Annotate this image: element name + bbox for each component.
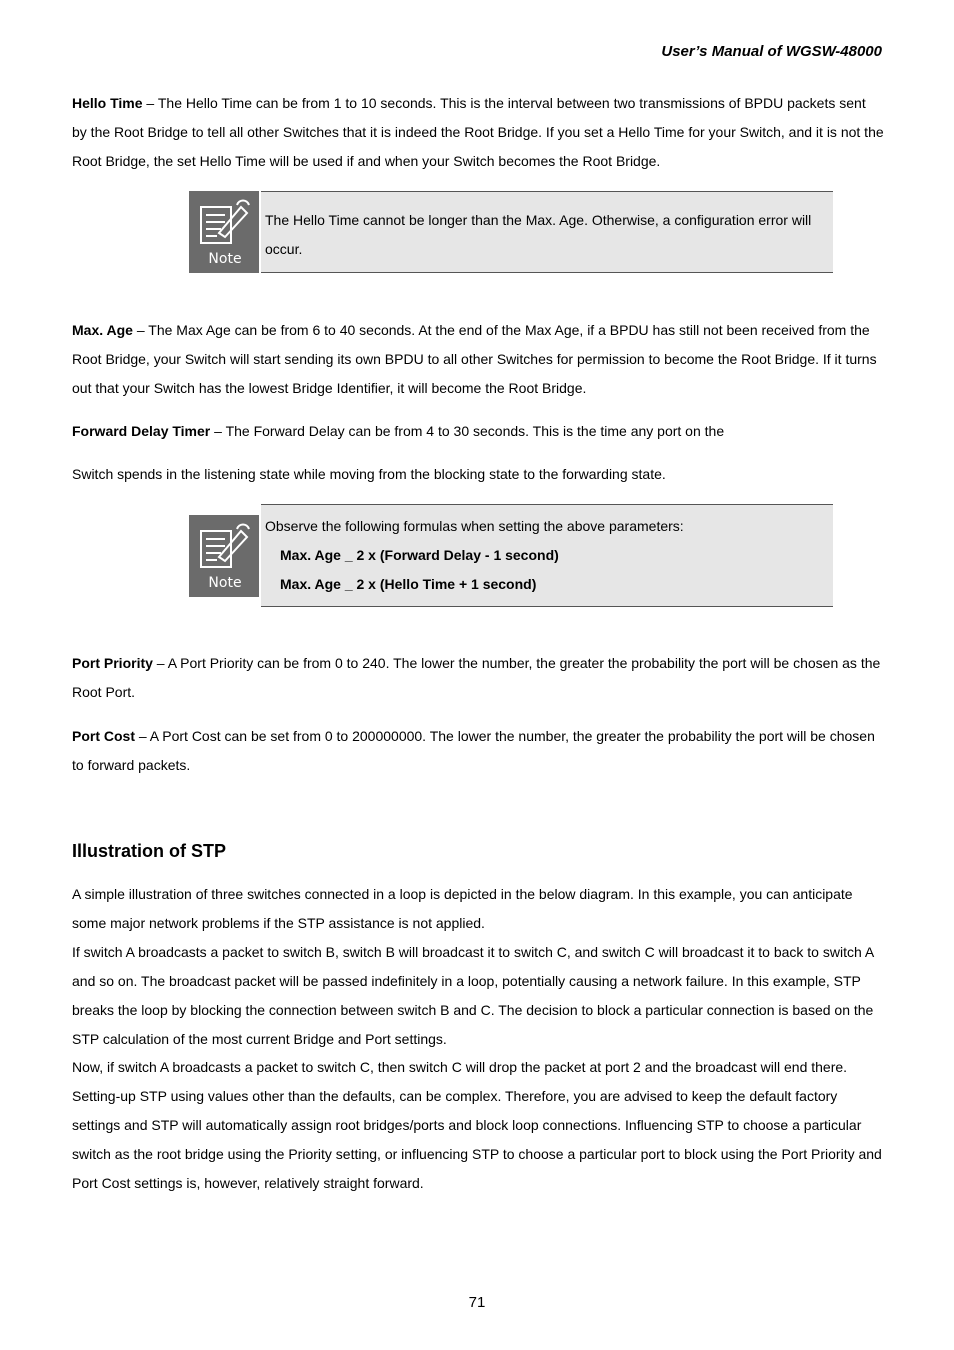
note-box-formulas bbox=[189, 504, 833, 607]
max-age-paragraph bbox=[72, 316, 884, 403]
note-box-hello-time bbox=[189, 191, 833, 273]
note-intro: Observe the following formulas when setting the above parameters: bbox=[265, 518, 684, 534]
max-age-text: – The Max Age can be from 6 to 40 seconds. At the end of the Max Age, if a BPDU has still not been received from the Root Bridge, your Switch will start sending its own BPDU to all other Switches for permission to become the Root Bridge. If it turns out that your Switch has the lowest Bridge Identifier, it will become the Root Bridge. bbox=[72, 322, 877, 396]
formula-forward-delay: Max. Age _ 2 x (Forward Delay - 1 second) bbox=[280, 547, 559, 563]
port-cost-term: Port Cost bbox=[72, 728, 135, 744]
forward-delay-text: – The Forward Delay can be from 4 to 30 seconds. This is the time any port on the bbox=[210, 423, 725, 439]
max-age-term: Max. Age bbox=[72, 322, 133, 338]
hello-time-paragraph bbox=[72, 89, 884, 176]
note-icon bbox=[189, 191, 259, 273]
formula-hello-time: Max. Age _ 2 x (Hello Time + 1 second) bbox=[280, 576, 537, 592]
stp-paragraph-2: If switch A broadcasts a packet to switch B, switch B will broadcast it to switch C, and switch C will broadcast it to back to switch A and so on. The broadcast packet will be passed indefinitely in a loop, potentially causing a network failure. In this example, STP breaks the loop by blocking the connection between switch B and C. The decision to block a particular connection is based on the STP calculation of the most current Bridge and Port settings. bbox=[72, 944, 874, 1047]
forward-delay-paragraph bbox=[72, 417, 884, 446]
note-icon-label: Note bbox=[208, 575, 242, 591]
stp-paragraph-1: A simple illustration of three switches connected in a loop is depicted in the below diagram. In this example, you can anticipate some major network problems if the STP assistance is not applied. bbox=[72, 886, 853, 931]
section-title: Illustration of STP bbox=[72, 841, 227, 861]
page-header: User’s Manual of WGSW-48000 bbox=[661, 43, 882, 60]
note-text: The Hello Time cannot be longer than the Max. Age. Otherwise, a configuration error will occur. bbox=[265, 212, 812, 257]
port-priority-paragraph bbox=[72, 649, 884, 707]
note-icon-label: Note bbox=[208, 251, 242, 267]
forward-delay-term: Forward Delay Timer bbox=[72, 423, 211, 439]
port-cost-paragraph bbox=[72, 722, 884, 780]
port-priority-text: – A Port Priority can be from 0 to 240. The lower the number, the greater the probability the port will be chosen as the Root Port. bbox=[72, 655, 881, 700]
forward-delay-paragraph-continued: Switch spends in the listening state while moving from the blocking state to the forwarding state. bbox=[72, 466, 666, 482]
port-priority-term: Port Priority bbox=[72, 655, 153, 671]
hello-time-text: – The Hello Time can be from 1 to 10 seconds. This is the interval between two transmissions of BPDU packets sent by the Root Bridge to tell all other Switches that it is indeed the Root Bridge. If you set a Hello Time for your Switch, and it is not the Root Bridge, the set Hello Time will be used if and when your Switch becomes the Root Bridge. bbox=[72, 95, 884, 169]
hello-time-term: Hello Time bbox=[72, 95, 143, 111]
port-cost-text: – A Port Cost can be set from 0 to 200000000. The lower the number, the greater the probability the port will be chosen to forward packets. bbox=[72, 728, 875, 773]
stp-paragraph-3: Now, if switch A broadcasts a packet to switch C, then switch C will drop the packet at port 2 and the broadcast will end there. Setting-up STP using values other than the defaults, can be complex. Therefore, you are advised to keep the default factory settings and STP will automatically assign root bridges/ports and block loop connections. Influencing STP to choose a particular switch as the root bridge using the Priority setting, or influencing STP to choose a particular port to block using the Port Priority and Port Cost settings is, however, relatively straight forward. bbox=[72, 1059, 882, 1191]
note-icon bbox=[189, 515, 259, 597]
note-text-container bbox=[261, 504, 833, 607]
page-number: 71 bbox=[468, 1294, 486, 1311]
note-text-container bbox=[261, 191, 833, 273]
